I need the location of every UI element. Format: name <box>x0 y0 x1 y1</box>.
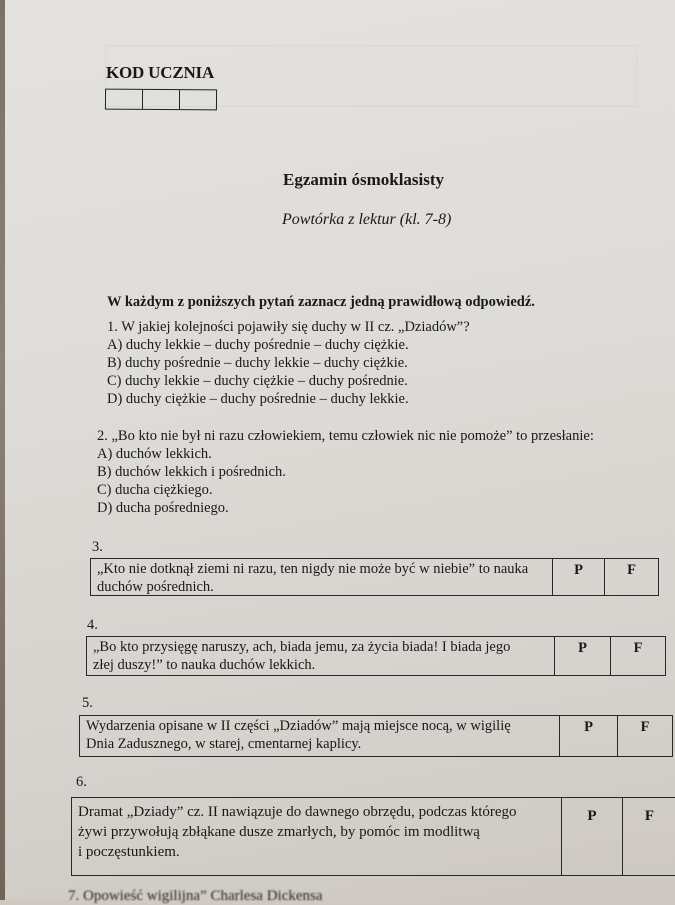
question-2 <box>97 427 594 517</box>
instruction-text: W każdym z poniższych pytań zaznacz jedną prawidłową odpowiedź. <box>107 294 535 310</box>
student-code-boxes <box>105 89 217 111</box>
question-2-option-a[interactable]: A) duchów lekkich. <box>97 446 212 462</box>
question-6-number: 6. <box>76 774 87 790</box>
statement-line: Dramat „Dziady” cz. II nawiązuje do dawnego obrzędu, podczas którego <box>78 804 517 820</box>
statement-line: Wydarzenia opisane w II części „Dziadów” mają miejsce nocą, w wigilię <box>86 718 511 734</box>
question-6-false-cell[interactable]: F <box>644 808 655 824</box>
question-2-text: 2. „Bo kto nie był ni razu człowiekiem, temu człowiek nic nie pomoże” to przesłanie: <box>97 428 594 444</box>
question-5-true-cell[interactable]: P <box>560 716 618 756</box>
student-code-box[interactable] <box>106 90 143 109</box>
statement-line: „Kto nie dotknął ziemi ni razu, ten nigdy nie może być w niebie” to nauka <box>97 561 529 577</box>
exam-title: Egzamin ósmoklasisty <box>283 170 445 189</box>
question-4-table <box>86 636 666 676</box>
question-7-partial-text: 7. Opowieść wigilijna” Charlesa Dickensa <box>68 888 323 904</box>
student-code-box[interactable] <box>143 90 180 109</box>
student-code-label: KOD UCZNIA <box>106 63 215 82</box>
exam-subtitle: Powtórka z lektur (kl. 7-8) <box>282 211 452 228</box>
question-3-table <box>90 558 659 596</box>
question-2-option-b[interactable]: B) duchów lekkich i pośrednich. <box>97 464 286 480</box>
question-1 <box>107 318 470 408</box>
question-1-option-d[interactable]: D) duchy ciężkie – duchy pośrednie – duchy lekkie. <box>107 391 409 407</box>
question-6-true-cell[interactable]: P <box>562 798 623 875</box>
statement-line: duchów pośrednich. <box>97 579 214 595</box>
question-5-false-cell[interactable]: F <box>640 719 650 735</box>
question-3-statement <box>91 559 553 595</box>
question-1-option-c[interactable]: C) duchy lekkie – duchy ciężkie – duchy pośrednie. <box>107 373 408 389</box>
statement-line: Dnia Zadusznego, w starej, cmentarnej kaplicy. <box>86 736 362 752</box>
question-1-text: 1. W jakiej kolejności pojawiły się duchy w II cz. „Dziadów”? <box>107 319 470 335</box>
statement-line: „Bo kto przysięgę naruszy, ach, biada jemu, za życia biada! I biada jego <box>93 639 511 655</box>
question-4-false-cell[interactable]: F <box>633 640 643 656</box>
question-2-option-c[interactable]: C) ducha ciężkiego. <box>97 482 213 498</box>
question-3-true-cell[interactable]: P <box>553 559 605 595</box>
question-4-statement <box>87 637 555 675</box>
question-5-statement <box>80 716 560 756</box>
student-code-box[interactable] <box>180 90 216 109</box>
question-6-statement <box>72 798 562 875</box>
question-5-number: 5. <box>82 695 93 711</box>
question-1-option-a[interactable]: A) duchy lekkie – duchy pośrednie – duchy ciężkie. <box>107 337 409 353</box>
statement-line: i poczęstunkiem. <box>78 844 180 860</box>
question-5-table <box>79 715 673 757</box>
statement-line: żywi przywołują zbłąkane dusze zmarłych, by pomóc im modlitwą <box>78 824 480 840</box>
question-2-option-d[interactable]: D) ducha pośredniego. <box>97 500 229 516</box>
question-4-number: 4. <box>87 617 98 633</box>
question-1-option-b[interactable]: B) duchy pośrednie – duchy lekkie – duchy ciężkie. <box>107 355 408 371</box>
statement-line: złej duszy!” to nauka duchów lekkich. <box>93 657 316 673</box>
question-3-false-cell[interactable]: F <box>627 562 636 578</box>
question-4-true-cell[interactable]: P <box>555 637 611 675</box>
question-6-table <box>71 797 675 876</box>
question-3-number: 3. <box>92 539 103 555</box>
